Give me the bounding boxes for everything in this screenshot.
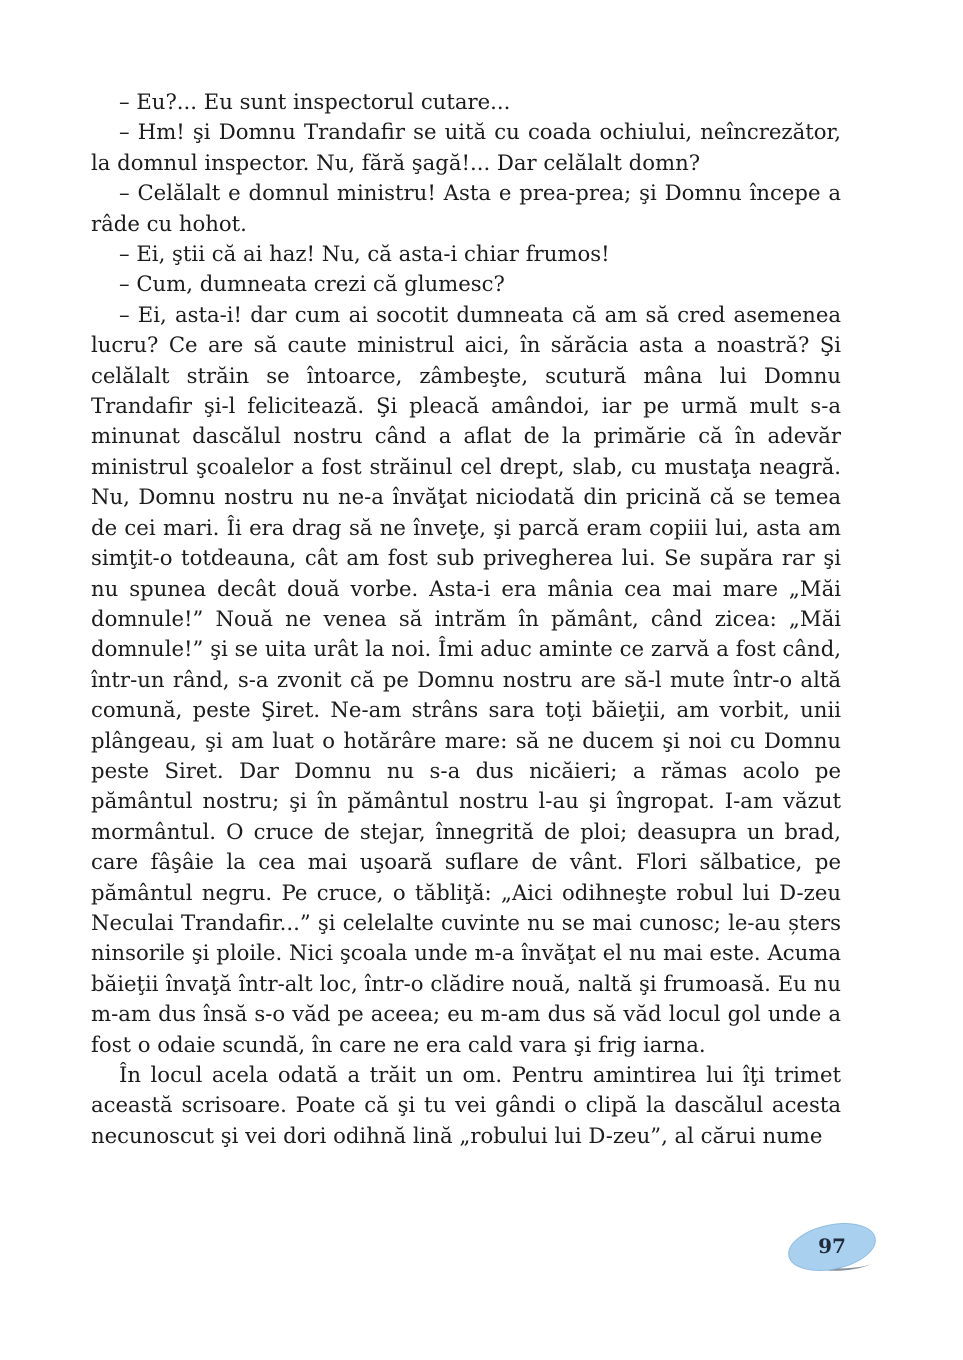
paragraph-6: – Ei, asta-i! dar cum ai socotit dumneata că am să cred asemenea lucru? Ce are să caute ministrul aici, în sărăcia asta a noastră? Şi celălalt străin se întoarce, zâmbeşte, scutură mâna lui Domnu Trandafir şi-l felicitează. Şi pleacă amândoi, iar pe urmă mult s-a minunat dascălul nostru când a aflat de la primărie că în adevăr ministrul şcoalelor a fost străinul cel drept, slab, cu mustaţa neagră. Nu, Domnu nostru nu ne-a învăţat niciodată din pricină că se temea de cei mari. Îi era drag să ne înveţe, şi parcă eram copiii lui, asta am simţit-o totdeauna, cât am fost sub privegherea lui. Se supăra rar şi nu spunea decât două vorbe. Asta-i era mânia cea mai mare „Măi domnule!” Nouă ne venea să intrăm în pământ, când zicea: „Măi domnule!” şi se uita urât la noi. Îmi aduc aminte ce zarvă a fost când, într-un rând, s-a zvonit că pe Domnu nostru are să-l mute într-o altă comună, peste Şiret. Ne-am strâns sara toţi băieţii, am vorbit, unii plângeau, şi am luat o hotărâre mare: să ne ducem şi noi cu Domnu peste Siret. Dar Domnu nu s-a dus nicăieri; a rămas acolo pe pământul nostru; şi în pământul nostru l-au şi îngropat. I-am văzut mormântul. O cruce de stejar, înnegrită de ploi; deasupra un brad, care fâşâie la cea mai uşoară suflare de vânt. Flori sălbatice, pe pământul negru. Pe cruce, o tăbliţă: „Aici odihneşte robul lui D-zeu Neculai Trandafir...” şi celelalte cuvinte nu se mai cunosc; le-au șters ninsorile şi ploile. Nici şcoala unde m-a învăţat el nu mai este. Acuma băieţii învaţă într-alt loc, într-o clădire nouă, naltă şi frumoasă. Eu nu m-am dus însă s-o văd pe aceea; eu m-am dus să văd locul gol unde a fost o odaie scundă, în care ne era cald vara şi frig iarna. bbox=[91, 301, 841, 1057]
paragraph-5: – Cum, dumneata crezi că glumesc? bbox=[119, 271, 505, 297]
paragraph-2: – Hm! şi Domnu Trandafir se uită cu coada ochiului, neîncrezător, la domnul inspector. Nu, fără şagă!... Dar celălalt domn? bbox=[91, 119, 841, 175]
page-number: 97 bbox=[818, 1234, 846, 1258]
body-text bbox=[91, 87, 841, 1151]
paragraph-4: – Ei, ştii că ai haz! Nu, că asta-i chiar frumos! bbox=[119, 241, 610, 267]
paragraph-1: – Eu?... Eu sunt inspectorul cutare... bbox=[119, 89, 511, 114]
paragraph-7: În locul acela odată a trăit un om. Pentru amintirea lui îţi trimet această scrisoare. Poate că şi tu vei gândi o clipă la dascălul acesta necunoscut şi vei dori odihnă lină „robului lui D-zeu”, al cărui nume bbox=[91, 1062, 841, 1148]
paragraph-3: – Celălalt e domnul ministru! Asta e prea-prea; şi Domnu începe a râde cu hohot. bbox=[91, 180, 841, 236]
page-number-badge bbox=[786, 1220, 878, 1274]
